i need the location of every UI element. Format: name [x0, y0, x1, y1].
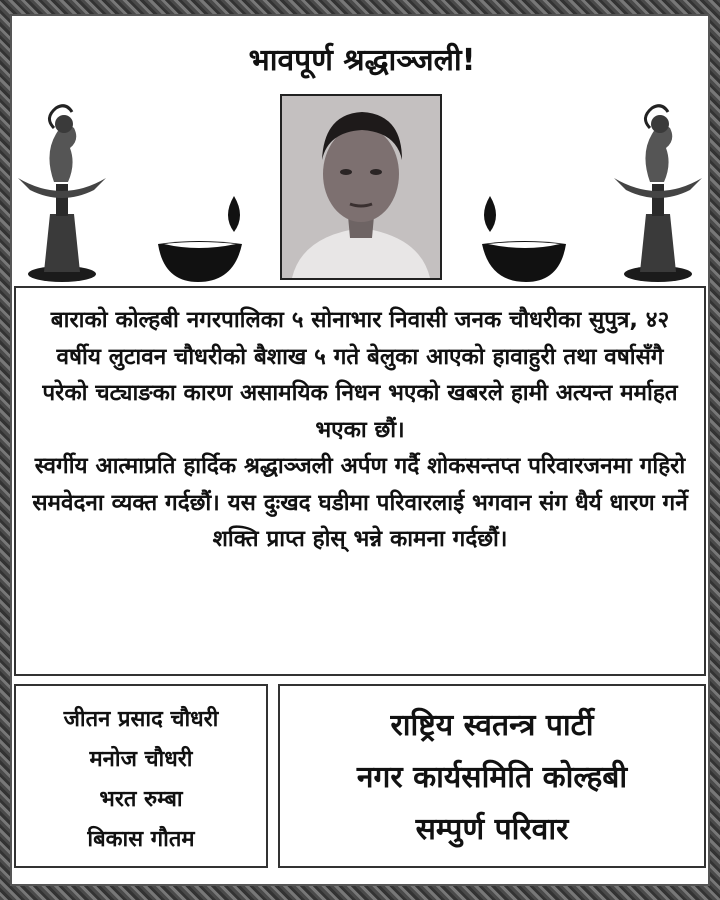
- name-item: जीतन प्रसाद चौधरी: [63, 707, 219, 732]
- message-paragraph: स्वर्गीय आत्माप्रति हार्दिक श्रद्धाञ्जली अर्पण गर्दै शोकसन्तप्त परिवारजनमा गहिरो समवेदना व्यक्त गर्दछौं। यस दुःखद घडीमा परिवारलाई भगवान संग धैर्य धारण गर्ने शक्ति प्राप्त होस् भन्ने कामना गर्दछौं।: [32, 453, 688, 552]
- party-line: नगर कार्यसमिति कोल्हबी: [356, 760, 628, 795]
- page-title: भावपूर्ण श्रद्धाञ्जली!: [248, 43, 476, 78]
- portrait-photo: [280, 94, 442, 280]
- name-item: मनोज चौधरी: [89, 747, 193, 772]
- diya-lamp-icon: [478, 186, 574, 286]
- oil-lamp-icon: [610, 94, 706, 284]
- tribute-card: [10, 14, 710, 886]
- party-line: राष्ट्रिय स्वतन्त्र पार्टी: [390, 708, 594, 743]
- name-item: बिकास गौतम: [87, 827, 195, 852]
- diya-lamp-icon: [150, 186, 246, 286]
- name-item: भरत रुम्बा: [99, 787, 183, 812]
- oil-lamp-icon: [14, 94, 110, 284]
- party-box: [278, 684, 706, 868]
- party-line: सम्पुर्ण परिवार: [415, 812, 569, 847]
- names-box: [14, 684, 268, 868]
- message-paragraph: बाराको कोल्हबी नगरपालिका ५ सोनाभार निवासी जनक चौधरीका सुपुत्र, ४२ वर्षीय लुटावन चौधरीको बैशाख ५ गते बेलुका आएको हावाहुरी तथा वर्षासँगै परेको चट्याङका कारण असामयिक निधन भएको खबरले हामी अत्यन्त मर्माहत भएका छौं।: [42, 307, 678, 443]
- condolence-message: [14, 286, 706, 676]
